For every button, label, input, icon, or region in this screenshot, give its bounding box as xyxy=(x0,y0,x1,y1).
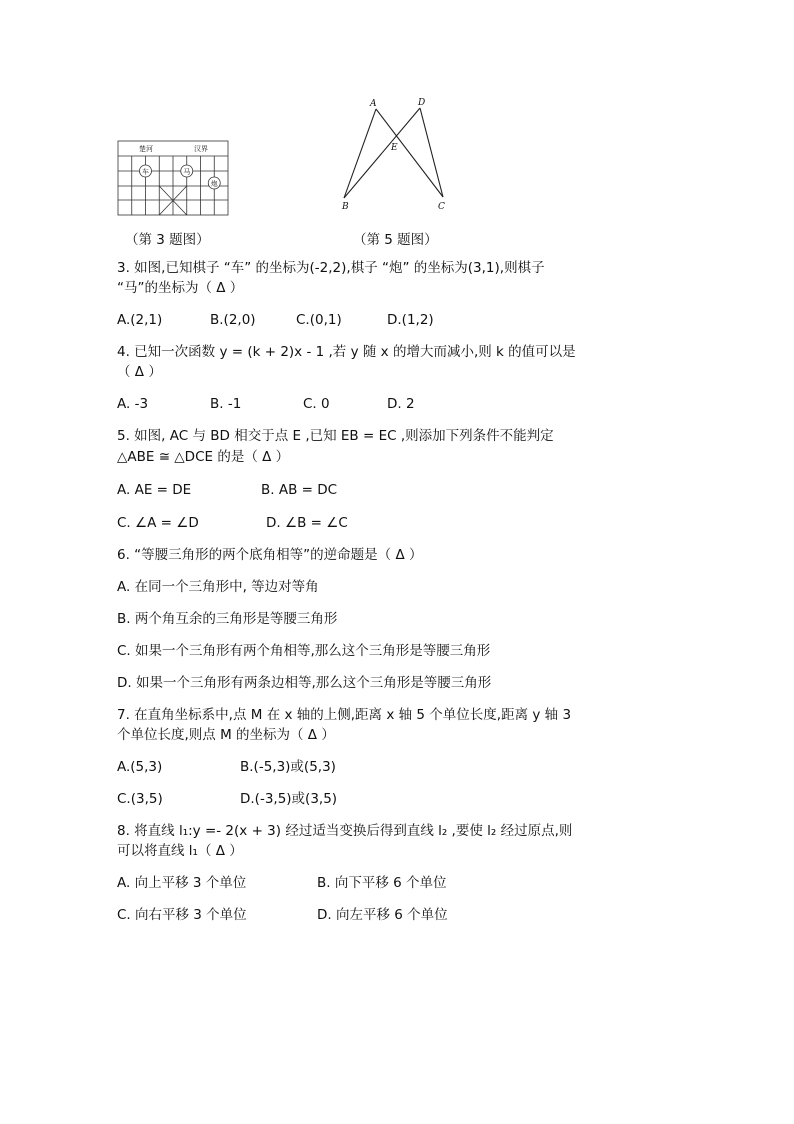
point-b-label: B xyxy=(342,202,349,212)
q5-option-b: B. AB = DC xyxy=(261,482,338,498)
q6-option-d: D. 如果一个三角形有两条边相等,那么这个三角形是等腰三角形 xyxy=(117,675,492,691)
q5-option-c: C. ∠A = ∠D xyxy=(117,515,199,531)
question-4-line-2: （ Δ ） xyxy=(117,364,162,380)
q4-option-d: D. 2 xyxy=(387,396,415,412)
question-5-line-2: △ABE ≅ △DCE 的是（ Δ ） xyxy=(117,449,290,465)
question-8-line-1: 8. 将直线 l₁:y =- 2(x + 3) 经过适当变换后得到直线 l₂ ,要使 l₂ 经过原点,则 xyxy=(117,823,573,839)
q8-option-a: A. 向上平移 3 个单位 xyxy=(117,875,247,891)
q7-option-d: D.(-3,5)或(3,5) xyxy=(240,791,338,807)
q3-option-d: D.(1,2) xyxy=(387,312,434,328)
q6-option-b: B. 两个角互余的三角形是等腰三角形 xyxy=(117,611,338,627)
q4-option-c: C. 0 xyxy=(303,396,330,412)
q7-option-b: B.(-5,3)或(5,3) xyxy=(240,759,336,775)
q6-option-a: A. 在同一个三角形中, 等边对等角 xyxy=(117,579,319,595)
piece-pao-label: 炮 xyxy=(210,180,218,188)
figure-3-caption: （第 3 题图） xyxy=(125,232,210,248)
q8-option-d: D. 向左平移 6 个单位 xyxy=(317,907,448,923)
q4-option-b: B. -1 xyxy=(210,396,242,412)
q7-option-c: C.(3,5) xyxy=(117,791,163,807)
q3-option-c: C.(0,1) xyxy=(296,312,342,328)
q6-option-c: C. 如果一个三角形有两个角相等,那么这个三角形是等腰三角形 xyxy=(117,643,491,659)
q8-option-c: C. 向右平移 3 个单位 xyxy=(117,907,247,923)
q7-option-a: A.(5,3) xyxy=(117,759,163,775)
river-left-label: 楚河 xyxy=(139,145,153,153)
chess-board-figure xyxy=(117,140,229,216)
point-e-label: E xyxy=(391,143,398,153)
question-4-line-1: 4. 已知一次函数 y = (k + 2)x - 1 ,若 y 随 x 的增大而减小,则 k 的值可以是 xyxy=(117,344,576,360)
q8-option-b: B. 向下平移 6 个单位 xyxy=(317,875,447,891)
point-d-label: D xyxy=(418,98,426,108)
q3-option-a: A.(2,1) xyxy=(117,312,163,328)
figure-5-caption: （第 5 题图） xyxy=(353,232,438,248)
question-7-line-1: 7. 在直角坐标系中,点 M 在 x 轴的上侧,距离 x 轴 5 个单位长度,距离 y 轴 3 xyxy=(117,707,572,723)
question-3-line-1: 3. 如图,已知棋子 “车” 的坐标为(-2,2),棋子 “炮” 的坐标为(3,1),则棋子 xyxy=(117,260,545,276)
question-7-line-2: 个单位长度,则点 M 的坐标为（ Δ ） xyxy=(117,727,335,743)
question-5-line-1: 5. 如图, AC 与 BD 相交于点 E ,已知 EB = EC ,则添加下列条件不能判定 xyxy=(117,428,554,444)
q5-option-a: A. AE = DE xyxy=(117,482,192,498)
point-c-label: C xyxy=(438,202,445,212)
q3-option-b: B.(2,0) xyxy=(210,312,256,328)
q4-option-a: A. -3 xyxy=(117,396,149,412)
piece-ma-label: 马 xyxy=(183,168,191,176)
point-a-label: A xyxy=(370,99,377,109)
piece-che-label: 车 xyxy=(142,168,149,176)
q5-option-d: D. ∠B = ∠C xyxy=(266,515,348,531)
river-right-label: 汉界 xyxy=(194,145,208,153)
geometry-figure xyxy=(336,94,462,218)
question-8-line-2: 可以将直线 l₁（ Δ ） xyxy=(117,843,243,859)
question-6-line-1: 6. “等腰三角形的两个底角相等”的逆命题是（ Δ ） xyxy=(117,547,423,563)
question-3-line-2: “马”的坐标为（ Δ ） xyxy=(117,280,244,296)
